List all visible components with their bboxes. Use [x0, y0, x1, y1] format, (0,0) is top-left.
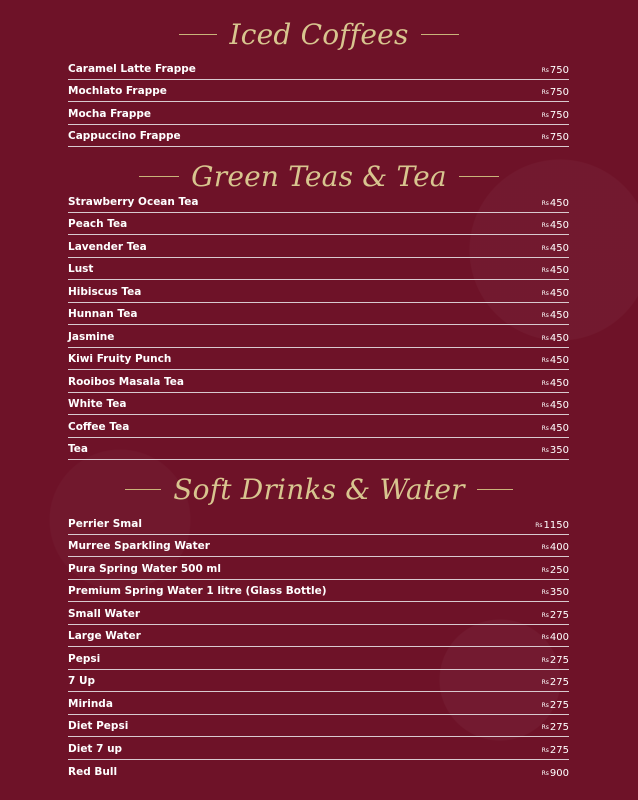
currency-label: Rs	[541, 566, 549, 574]
item-price	[542, 677, 569, 688]
item-name: Diet Pepsi	[68, 720, 129, 732]
price-value: 450	[549, 377, 569, 389]
currency-label: Rs	[541, 379, 549, 387]
price-value: 900	[549, 768, 569, 779]
item-name: Red Bull	[68, 766, 118, 778]
menu-item	[68, 325, 569, 348]
currency-label: Rs	[541, 611, 549, 619]
price-value: 450	[549, 422, 569, 434]
currency-label: Rs	[541, 746, 549, 754]
menu-list-iced-coffees	[68, 57, 569, 147]
item-price	[542, 423, 569, 434]
menu-item	[68, 625, 569, 648]
price-value: 1150	[543, 519, 569, 531]
item-name: Hunnan Tea	[68, 308, 138, 320]
item-name: Mirinda	[68, 697, 113, 710]
price-value: 750	[549, 132, 569, 143]
item-name: Caramel Latte Frappe	[68, 62, 196, 75]
item-name: Hibiscus Tea	[68, 285, 142, 298]
item-price	[542, 265, 569, 276]
price-value: 450	[549, 242, 569, 254]
menu-item	[68, 102, 569, 125]
item-price	[535, 520, 569, 531]
menu-item	[68, 438, 569, 461]
currency-label: Rs	[541, 199, 549, 207]
price-value: 350	[549, 587, 569, 598]
currency-label: Rs	[541, 724, 549, 731]
menu-item	[68, 235, 569, 258]
currency-label: Rs	[541, 357, 549, 364]
item-price	[542, 220, 569, 231]
heading-rule-left	[139, 176, 179, 177]
currency-label: Rs	[541, 424, 549, 432]
section-heading-soft-drinks	[0, 469, 638, 509]
menu-item	[68, 670, 569, 693]
menu-item	[68, 760, 569, 783]
price-value: 750	[549, 87, 569, 98]
price-value: 400	[549, 632, 569, 643]
menu-item	[68, 213, 569, 236]
currency-label: Rs	[541, 89, 549, 96]
currency-label: Rs	[541, 447, 549, 454]
menu-item	[68, 190, 569, 213]
item-name: Pura Spring Water 500 ml	[68, 562, 221, 575]
heading-rule-left	[125, 489, 161, 490]
item-name: Kiwi Fruity Punch	[68, 353, 172, 365]
item-price	[542, 768, 569, 779]
item-price	[542, 655, 569, 666]
price-value: 450	[549, 332, 569, 344]
menu-item	[68, 415, 569, 438]
price-value: 450	[549, 355, 569, 366]
item-price	[542, 198, 569, 209]
currency-label: Rs	[541, 312, 549, 319]
item-name: Strawberry Ocean Tea	[68, 195, 199, 208]
item-price	[542, 400, 569, 411]
currency-label: Rs	[541, 267, 549, 274]
menu-item	[68, 348, 569, 371]
item-price	[542, 87, 569, 98]
item-price	[542, 65, 569, 76]
menu-item	[68, 393, 569, 416]
heading-rule-right	[477, 489, 513, 490]
currency-label: Rs	[535, 521, 543, 529]
item-name: Cappuccino Frappe	[68, 130, 181, 142]
item-price	[542, 700, 569, 711]
currency-label: Rs	[541, 134, 549, 141]
price-value: 250	[549, 564, 569, 576]
heading-rule-right	[421, 34, 459, 35]
price-value: 450	[549, 265, 569, 276]
item-name: 7 Up	[68, 675, 96, 687]
price-value: 275	[549, 699, 569, 711]
menu-item	[68, 715, 569, 738]
price-value: 450	[549, 197, 569, 209]
currency-label: Rs	[541, 656, 549, 664]
item-name: Lust	[68, 263, 94, 275]
item-price	[542, 378, 569, 389]
menu-item	[68, 280, 569, 303]
price-value: 275	[549, 722, 569, 733]
item-price	[542, 722, 569, 733]
price-value: 450	[549, 220, 569, 231]
currency-label: Rs	[541, 66, 549, 74]
item-price	[542, 632, 569, 643]
item-price	[542, 333, 569, 344]
price-value: 450	[549, 287, 569, 299]
item-name: Peach Tea	[68, 218, 128, 230]
heading-rule-right	[459, 176, 499, 177]
item-price	[542, 288, 569, 299]
item-name: Murree Sparkling Water	[68, 540, 210, 552]
item-name: Perrier Smal	[68, 517, 142, 530]
item-name: Jasmine	[68, 330, 115, 343]
item-name: Small Water	[68, 607, 141, 620]
item-price	[542, 445, 569, 456]
item-price	[542, 243, 569, 254]
price-value: 275	[549, 744, 569, 756]
price-value: 750	[549, 109, 569, 121]
currency-label: Rs	[541, 244, 549, 252]
price-value: 275	[549, 677, 569, 688]
menu-item	[68, 535, 569, 558]
price-value: 750	[549, 64, 569, 76]
currency-label: Rs	[541, 544, 549, 551]
menu-item	[68, 557, 569, 580]
item-price	[542, 310, 569, 321]
currency-label: Rs	[541, 634, 549, 641]
item-name: Diet 7 up	[68, 742, 123, 755]
currency-label: Rs	[541, 289, 549, 297]
item-name: Mochlato Frappe	[68, 85, 167, 97]
menu-list-soft-drinks	[68, 512, 569, 782]
item-price	[542, 132, 569, 143]
item-price	[542, 110, 569, 121]
currency-label: Rs	[541, 589, 549, 596]
menu-item	[68, 125, 569, 148]
currency-label: Rs	[541, 334, 549, 342]
item-name: Large Water	[68, 630, 141, 642]
price-value: 275	[549, 609, 569, 621]
menu-item	[68, 512, 569, 535]
item-price	[542, 745, 569, 756]
price-value: 450	[549, 400, 569, 411]
item-name: Lavender Tea	[68, 240, 147, 253]
section-title: Soft Drinks & Water	[173, 472, 465, 506]
item-name: Premium Spring Water 1 litre (Glass Bottle)	[68, 585, 327, 597]
currency-label: Rs	[541, 222, 549, 229]
currency-label: Rs	[541, 770, 549, 777]
item-price	[542, 565, 569, 576]
item-name: White Tea	[68, 398, 127, 410]
menu-item	[68, 303, 569, 326]
currency-label: Rs	[541, 111, 549, 119]
price-value: 400	[549, 542, 569, 553]
currency-label: Rs	[541, 679, 549, 686]
menu-item	[68, 580, 569, 603]
section-title: Iced Coffees	[229, 17, 409, 51]
item-name: Mocha Frappe	[68, 107, 152, 120]
menu-item	[68, 57, 569, 80]
menu-item	[68, 647, 569, 670]
item-price	[542, 542, 569, 553]
menu-item	[68, 370, 569, 393]
menu-list-green-teas	[68, 190, 569, 460]
heading-rule-left	[179, 34, 217, 35]
price-value: 350	[549, 445, 569, 456]
item-name: Pepsi	[68, 652, 101, 665]
item-name: Tea	[68, 443, 88, 455]
section-heading-iced-coffees	[0, 14, 638, 54]
menu-item	[68, 258, 569, 281]
menu-item	[68, 692, 569, 715]
item-name: Coffee Tea	[68, 420, 130, 433]
item-name: Rooibos Masala Tea	[68, 375, 184, 388]
menu-item	[68, 602, 569, 625]
price-value: 450	[549, 310, 569, 321]
item-price	[542, 355, 569, 366]
menu-item	[68, 80, 569, 103]
menu-item	[68, 737, 569, 760]
item-price	[542, 587, 569, 598]
currency-label: Rs	[541, 402, 549, 409]
price-value: 275	[549, 654, 569, 666]
item-price	[542, 610, 569, 621]
currency-label: Rs	[541, 701, 549, 709]
section-title: Green Teas & Tea	[191, 159, 447, 193]
